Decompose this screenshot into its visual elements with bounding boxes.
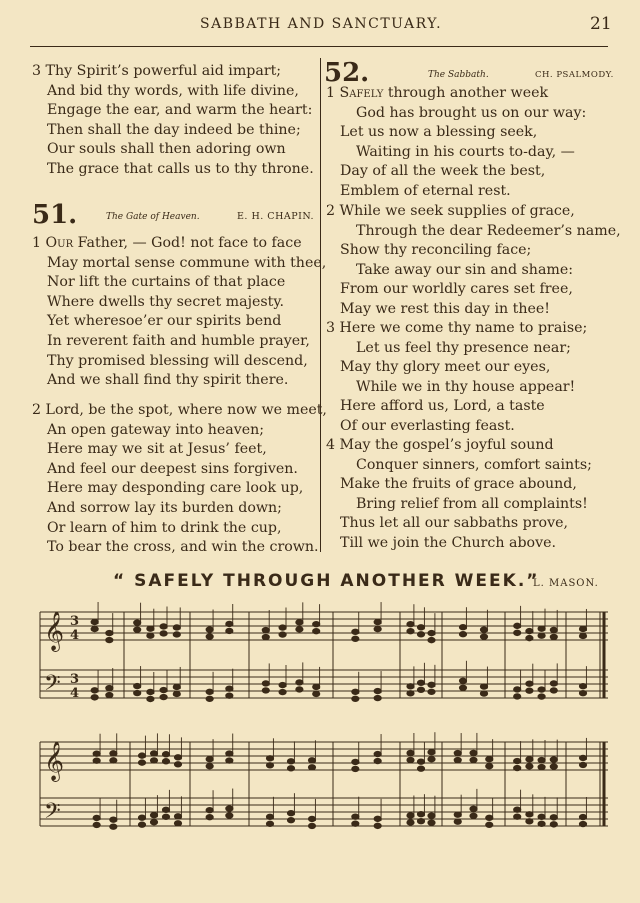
note-head	[480, 634, 487, 639]
note-head	[407, 622, 414, 627]
note-head	[162, 814, 169, 819]
note-head	[550, 764, 557, 769]
running-title: SABBATH AND SANCTUARY.	[200, 16, 443, 32]
verse-line: Show thy reconciling face;	[340, 242, 532, 259]
note-head	[538, 687, 545, 692]
time-signature: 4	[70, 628, 80, 643]
note-head	[417, 759, 424, 764]
verse-line: May we rest this day in thee!	[340, 300, 550, 317]
note-head	[134, 690, 141, 695]
verse-line: And bid thy words, with life divine,	[47, 82, 299, 99]
note-head	[226, 686, 233, 691]
note-head	[262, 627, 269, 632]
note-head	[91, 626, 98, 631]
note-head	[91, 695, 98, 700]
note-head	[206, 689, 213, 694]
verse-line: 2 Lord, be the spot, where now we meet,	[32, 402, 327, 418]
note-head	[454, 812, 461, 817]
note-head	[579, 762, 586, 767]
note-head	[173, 684, 180, 689]
note-head	[160, 624, 167, 629]
verse-line: Thy promised blessing will descend,	[47, 352, 308, 369]
note-head	[579, 633, 586, 638]
note-head	[93, 822, 100, 827]
note-head	[459, 678, 466, 683]
note-head	[287, 766, 294, 771]
note-head	[407, 684, 414, 689]
note-head	[454, 819, 461, 824]
note-head	[579, 690, 586, 695]
note-head	[91, 688, 98, 693]
verse-line: Through the dear Redeemer’s name,	[356, 222, 621, 239]
note-head	[407, 691, 414, 696]
note-head	[428, 820, 435, 825]
note-head	[352, 821, 359, 826]
note-head	[162, 759, 169, 764]
note-head	[308, 758, 315, 763]
note-head	[470, 757, 477, 762]
note-head	[550, 757, 557, 762]
note-head	[138, 815, 145, 820]
note-head	[486, 815, 493, 820]
note-head	[147, 689, 154, 694]
note-head	[150, 819, 157, 824]
note-head	[206, 808, 213, 813]
verse-line: Then shall the day indeed be thine;	[47, 121, 301, 138]
tune-composer: L. MASON.	[533, 578, 599, 589]
verse-line: An open gateway into heaven;	[47, 421, 265, 438]
note-head	[162, 807, 169, 812]
note-head	[296, 627, 303, 632]
staff-lines	[40, 612, 608, 826]
note-head	[91, 619, 98, 624]
note-head	[374, 695, 381, 700]
note-head	[526, 628, 533, 633]
note-head	[160, 687, 167, 692]
note-head	[428, 637, 435, 642]
note-head	[106, 685, 113, 690]
hymn-number: 51.	[32, 200, 78, 230]
verse-line: Bring relief from all complaints!	[356, 495, 588, 512]
note-head	[173, 632, 180, 637]
verse-line: 3 Thy Spirit’s powerful aid impart;	[32, 63, 282, 79]
note-head	[579, 626, 586, 631]
note-head	[287, 817, 294, 822]
note-head	[313, 621, 320, 626]
note-head	[266, 756, 273, 761]
note-head	[538, 821, 545, 826]
note-head	[459, 625, 466, 630]
verse-line: Our souls shall then adoring own	[47, 141, 286, 158]
note-head	[147, 633, 154, 638]
note-head	[93, 815, 100, 820]
verse-line: 3 Here we come thy name to praise;	[326, 320, 588, 336]
first-word: Safely	[339, 85, 384, 101]
note-head	[308, 823, 315, 828]
note-head	[526, 812, 533, 817]
note-head	[352, 629, 359, 634]
note-head	[514, 758, 521, 763]
note-head	[352, 759, 359, 764]
note-head	[550, 688, 557, 693]
note-head	[138, 822, 145, 827]
note-head	[262, 681, 269, 686]
note-head	[480, 627, 487, 632]
verse-text: through another week	[383, 85, 549, 101]
note-head	[279, 625, 286, 630]
verse-line: 4 May the gospel’s joyful sound	[326, 437, 554, 453]
note-head	[374, 751, 381, 756]
time-signature: 4	[70, 686, 80, 701]
bar-lines	[40, 612, 604, 826]
bass-clef: 𝄢	[44, 671, 61, 701]
note-head	[173, 625, 180, 630]
note-head	[459, 685, 466, 690]
verse-line: Let us now a blessing seek,	[340, 124, 538, 141]
note-head	[173, 691, 180, 696]
note-head	[93, 758, 100, 763]
note-head	[428, 750, 435, 755]
note-head	[428, 630, 435, 635]
note-head	[313, 691, 320, 696]
note-head	[110, 824, 117, 829]
note-head	[226, 813, 233, 818]
tune-title: “ SAFELY THROUGH ANOTHER WEEK.”	[113, 571, 540, 591]
note-head	[308, 765, 315, 770]
note-head	[296, 680, 303, 685]
note-head	[407, 757, 414, 762]
note-head	[417, 625, 424, 630]
note-head	[550, 634, 557, 639]
note-head	[538, 757, 545, 762]
note-head	[174, 755, 181, 760]
clefs	[44, 611, 79, 829]
note-head	[206, 763, 213, 768]
verse-line: May mortal sense commune with thee,	[47, 254, 327, 271]
note-head	[470, 806, 477, 811]
verse-line: Take away our sin and shame:	[356, 261, 574, 278]
note-head	[514, 807, 521, 812]
note-head	[226, 758, 233, 763]
note-head	[93, 751, 100, 756]
note-head	[579, 755, 586, 760]
verse-line: Where dwells thy secret majesty.	[47, 293, 284, 310]
verse-line: And we shall find thy spirit there.	[47, 372, 289, 389]
note-head	[206, 756, 213, 761]
note-head	[266, 821, 273, 826]
note-head	[550, 815, 557, 820]
note-head	[279, 632, 286, 637]
verse-line: Or learn of him to drink the cup,	[47, 519, 282, 536]
treble-clef: 𝄞	[44, 611, 65, 651]
verse-line: To bear the cross, and win the crown.	[47, 539, 319, 556]
note-head	[296, 687, 303, 692]
verse-line: In reverent faith and humble prayer,	[47, 332, 310, 349]
verse-line: Conquer sinners, comfort saints;	[356, 456, 592, 473]
stanza-number: 1	[32, 235, 42, 251]
note-head	[174, 814, 181, 819]
verse-line: The grace that calls us to thy throne.	[47, 160, 314, 177]
note-head	[514, 630, 521, 635]
note-head	[374, 688, 381, 693]
note-head	[206, 634, 213, 639]
verse-line: God has brought us on our way:	[356, 104, 587, 121]
note-head	[206, 815, 213, 820]
note-head	[374, 823, 381, 828]
verse-line: Thus let all our sabbaths prove,	[340, 515, 569, 532]
time-signature: 3	[70, 672, 80, 687]
note-head	[417, 632, 424, 637]
note-head	[470, 813, 477, 818]
verse-line: And sorrow lay its burden down;	[47, 499, 282, 516]
note-head	[134, 627, 141, 632]
note-head	[579, 683, 586, 688]
note-head	[226, 621, 233, 626]
note-head	[308, 816, 315, 821]
note-head	[287, 759, 294, 764]
note-head	[428, 682, 435, 687]
hymn-author: CH. PSALMODY.	[535, 70, 614, 80]
note-head	[538, 764, 545, 769]
note-head	[550, 627, 557, 632]
verse-line: Let us feel thy presence near;	[356, 339, 571, 356]
note-head	[407, 629, 414, 634]
note-head	[526, 819, 533, 824]
verse-line: May thy glory meet our eyes,	[340, 359, 551, 376]
hymn-number: 52.	[324, 58, 370, 88]
note-head	[428, 813, 435, 818]
note-head	[459, 632, 466, 637]
note-head	[262, 634, 269, 639]
note-head	[106, 637, 113, 642]
hymn-author: E. H. CHAPIN.	[237, 211, 315, 222]
note-head	[110, 817, 117, 822]
verse-line: And feel our deepest sins forgiven.	[47, 460, 298, 477]
note-head	[266, 814, 273, 819]
note-head	[266, 763, 273, 768]
note-head	[550, 681, 557, 686]
verse-line: Here may we sit at Jesus’ feet,	[47, 441, 267, 458]
note-heads	[91, 602, 587, 829]
note-head	[147, 696, 154, 701]
note-head	[417, 818, 424, 823]
stanza-number: 1	[326, 85, 336, 101]
verse-line: Nor lift the curtains of that place	[47, 274, 286, 291]
note-head	[579, 814, 586, 819]
note-head	[134, 683, 141, 688]
note-head	[150, 758, 157, 763]
note-head	[226, 628, 233, 633]
note-head	[374, 758, 381, 763]
note-head	[134, 620, 141, 625]
note-head	[150, 812, 157, 817]
note-head	[514, 814, 521, 819]
note-head	[417, 680, 424, 685]
note-head	[206, 627, 213, 632]
note-head	[226, 806, 233, 811]
note-head	[407, 750, 414, 755]
note-head	[417, 766, 424, 771]
note-head	[526, 635, 533, 640]
note-head	[160, 694, 167, 699]
note-head	[486, 763, 493, 768]
page-number: 21	[590, 14, 612, 34]
verse-line: 2 While we seek supplies of grace,	[326, 203, 575, 219]
note-head	[279, 689, 286, 694]
note-head	[486, 822, 493, 827]
note-head	[514, 623, 521, 628]
note-head	[106, 692, 113, 697]
note-head	[374, 619, 381, 624]
verse-line: Of our everlasting feast.	[340, 417, 515, 434]
note-head	[226, 751, 233, 756]
verse-line: From our worldly cares set free,	[340, 281, 573, 298]
note-head	[526, 681, 533, 686]
note-head	[296, 620, 303, 625]
note-head	[514, 694, 521, 699]
note-head	[579, 821, 586, 826]
note-head	[417, 811, 424, 816]
note-head	[106, 630, 113, 635]
note-head	[138, 760, 145, 765]
first-word: Our	[45, 235, 74, 251]
verse-line: Here may desponding care look up,	[47, 480, 304, 497]
verse-line: Here afford us, Lord, a taste	[340, 398, 545, 415]
note-head	[407, 813, 414, 818]
note-head	[226, 693, 233, 698]
note-head	[526, 757, 533, 762]
note-head	[313, 684, 320, 689]
note-head	[352, 814, 359, 819]
treble-clef: 𝄞	[44, 741, 65, 781]
verse-line: Engage the ear, and warm the heart:	[47, 102, 313, 119]
note-head	[538, 814, 545, 819]
note-head	[454, 750, 461, 755]
note-head	[138, 753, 145, 758]
note-head	[374, 816, 381, 821]
verse-line: Emblem of eternal rest.	[340, 182, 511, 199]
note-head	[352, 636, 359, 641]
note-head	[428, 689, 435, 694]
note-head	[374, 626, 381, 631]
verse-line: Waiting in his courts to-day, —	[356, 143, 575, 160]
note-head	[150, 751, 157, 756]
verse-line: Day of all the week the best,	[340, 163, 546, 180]
note-head	[110, 751, 117, 756]
verse-text: Father, — God! not face to face	[73, 235, 302, 251]
note-head	[407, 820, 414, 825]
note-head	[352, 689, 359, 694]
note-head	[352, 696, 359, 701]
note-head	[480, 691, 487, 696]
hymn-title: The Sabbath.	[428, 70, 489, 80]
note-head	[206, 696, 213, 701]
verse-line: While we in thy house appear!	[356, 378, 576, 395]
note-head	[287, 810, 294, 815]
verse-line: Till we join the Church above.	[340, 534, 557, 551]
note-head	[174, 821, 181, 826]
note-head	[262, 688, 269, 693]
note-head	[160, 631, 167, 636]
note-head	[417, 687, 424, 692]
note-head	[486, 756, 493, 761]
note-head	[162, 752, 169, 757]
note-head	[526, 688, 533, 693]
verse-line: Make the fruits of grace abound,	[340, 476, 577, 493]
hymn-title: The Gate of Heaven.	[106, 212, 200, 222]
note-head	[279, 682, 286, 687]
note-head	[514, 687, 521, 692]
note-head	[538, 626, 545, 631]
verse-line: Yet wheresoe’er our spirits bend	[47, 313, 282, 330]
note-head	[526, 764, 533, 769]
note-head	[538, 694, 545, 699]
note-head	[147, 626, 154, 631]
note-head	[538, 633, 545, 638]
bass-clef: 𝄢	[44, 799, 61, 829]
note-head	[470, 750, 477, 755]
note-head	[480, 684, 487, 689]
note-head	[174, 762, 181, 767]
time-signature: 3	[70, 614, 80, 629]
note-head	[352, 766, 359, 771]
note-head	[428, 757, 435, 762]
note-head	[514, 765, 521, 770]
note-head	[454, 757, 461, 762]
note-head	[110, 758, 117, 763]
note-head	[550, 822, 557, 827]
note-head	[313, 628, 320, 633]
